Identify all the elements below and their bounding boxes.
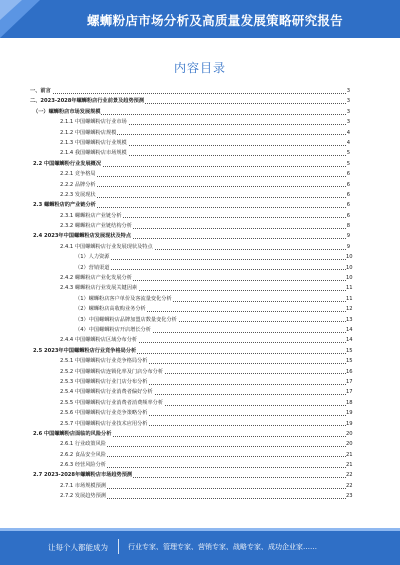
toc-entry[interactable]: [30, 263, 353, 273]
toc-entry-page: 10: [346, 252, 350, 262]
toc-entry-label: 2.2.1 竞争格局: [60, 169, 97, 179]
footer-tagline: 行业专家、管理专家、营销专家、战略专家、成功企业家……: [128, 543, 317, 551]
toc-entry-label: 2.3.1 螺蛳粉店产业链分析: [60, 211, 123, 221]
toc-entry[interactable]: [30, 231, 350, 241]
toc-entry-page: 11: [346, 283, 350, 293]
toc-entry-page: 4: [346, 138, 350, 148]
toc-entry-page: 15: [346, 356, 350, 366]
toc-entry[interactable]: [30, 439, 353, 449]
toc-entry-label: 2.3 螺蛳粉店的产业链分析: [33, 200, 97, 210]
toc-entry[interactable]: [30, 335, 353, 345]
toc-entry-page: 6: [346, 180, 350, 190]
toc-entry[interactable]: [30, 387, 353, 397]
toc-entry[interactable]: [30, 419, 353, 429]
toc-entry[interactable]: [30, 325, 353, 335]
toc-entry-page: 4: [346, 128, 350, 138]
toc-entry-label: 2.6.1 行业政策风险: [60, 439, 107, 449]
footer-divider: [118, 539, 119, 554]
header-decoration-inner: [0, 0, 22, 20]
footer-stripe: [0, 528, 400, 531]
toc-entry[interactable]: [30, 148, 350, 158]
toc-entry[interactable]: [30, 398, 353, 408]
toc-entry-page: 19: [346, 419, 350, 429]
toc-entry-page: 6: [346, 200, 350, 210]
toc-entry-label: 2.2.2 品牌分析: [60, 180, 97, 190]
toc-leader-dots: [60, 176, 346, 177]
toc-entry-label: 2.5.7 中国螺蛳粉店行业技术应用分析: [60, 419, 148, 429]
toc-entry-label: （1）螺蛳粉店客户单价及客流量变化分析: [75, 294, 173, 304]
toc-entry-page: 11: [346, 294, 350, 304]
toc-entry[interactable]: [30, 86, 350, 96]
toc-entry-page: 12: [346, 304, 350, 314]
toc-entry-page: 22: [346, 481, 350, 491]
toc-heading: 内容目录: [173, 61, 226, 75]
toc-entry[interactable]: [30, 159, 350, 169]
toc-entry-label: 2.1.1 中国螺蛳粉店行业市场: [60, 117, 128, 127]
toc-entry-page: 6: [346, 190, 350, 200]
toc-entry-label: 2.4.2 螺蛳粉店产业化发展分析: [60, 273, 133, 283]
toc-entry-label: 2.7.2 发展趋势预测: [60, 491, 107, 501]
toc-leader-dots: [30, 93, 346, 94]
toc-entry[interactable]: [30, 117, 350, 127]
toc-entry-label: 2.3.2 螺蛳粉店产业链结构分析: [60, 221, 133, 231]
toc-entry-page: 16: [346, 367, 350, 377]
toc-entry[interactable]: [30, 107, 350, 117]
toc-entry-label: 2.2 中国螺蛳粉行业发展概况: [33, 159, 102, 169]
toc-entry-page: 3: [346, 86, 350, 96]
toc-entry-page: 10: [346, 263, 350, 273]
report-header-banner: [0, 0, 400, 38]
toc-entry-label: 2.1.2 中国螺蛳粉店规模: [60, 128, 117, 138]
toc-entry[interactable]: [30, 346, 353, 356]
toc-entry[interactable]: [30, 128, 350, 138]
toc-entry-label: （2）螺蛳粉店高收购业务分析: [75, 304, 147, 314]
toc-entry-label: 2.4.4 中国螺蛳粉店区域分布分析: [60, 335, 138, 345]
toc-entry-label: 2.1.4 我国螺蛳粉店市场规模: [60, 148, 128, 158]
toc-entry-page: 17: [346, 387, 350, 397]
toc-entry-page: 3: [346, 107, 350, 117]
toc-entry-page: 6: [346, 211, 350, 221]
toc-entry-page: 15: [346, 346, 350, 356]
toc-entry-page: 23: [346, 491, 350, 501]
toc-entry-label: 2.4.3 螺蛳粉店行业发展关键因素: [60, 283, 138, 293]
toc-entry[interactable]: [30, 460, 353, 470]
report-title: 螺蛳粉店市场分析及高质量发展策略研究报告: [86, 13, 343, 28]
toc-entry-label: 2.6.2 食品安全风险: [60, 450, 107, 460]
toc-entry[interactable]: [30, 96, 350, 106]
toc-leader-dots: [75, 269, 346, 270]
toc-entry-label: 2.6.3 经营风险分析: [60, 460, 107, 470]
toc-entry-label: 2.5.1 中国螺蛳粉店行业竞争格局分析: [60, 356, 148, 366]
toc-entry-page: 10: [346, 273, 350, 283]
toc-entry-page: 6: [346, 169, 350, 179]
toc-entry[interactable]: [30, 283, 353, 293]
toc-entry[interactable]: [30, 481, 353, 491]
toc-entry-page: 9: [346, 242, 350, 252]
toc-entry-page: 18: [346, 398, 350, 408]
toc-entry[interactable]: [30, 356, 353, 366]
table-of-contents: [30, 86, 353, 502]
toc-leader-dots: [60, 197, 346, 198]
toc-entry[interactable]: [30, 294, 353, 304]
toc-entry-page: 5: [346, 148, 350, 158]
toc-entry-page: 9: [346, 231, 350, 241]
toc-entry-label: 2.5.4 中国螺蛳粉店行业消费者偏好分析: [60, 387, 154, 397]
toc-entry-page: 8: [346, 221, 350, 231]
toc-entry[interactable]: [30, 408, 353, 418]
toc-entry-page: 3: [346, 96, 350, 106]
toc-entry-label: （4）中国螺蛳粉店开店增长分析: [75, 325, 152, 335]
toc-entry-label: 2.4 2023年中国螺蛳粉店发展现状及特点: [33, 231, 132, 241]
toc-entry-label: （一）螺蛳粉店市场发展规模: [33, 107, 101, 117]
toc-entry-page: 20: [346, 439, 350, 449]
toc-entry[interactable]: [30, 138, 350, 148]
toc-entry-label: 2.5.6 中国螺蛳粉店行业竞争策略分析: [60, 408, 148, 418]
toc-entry[interactable]: [30, 242, 350, 252]
toc-entry-page: 5: [346, 159, 350, 169]
toc-entry-label: 2.5.2 中国螺蛳粉店连锁化率及门店分布分析: [60, 367, 164, 377]
toc-entry-page: 19: [346, 408, 350, 418]
toc-entry[interactable]: [30, 200, 350, 210]
toc-entry-label: 2.5.5 中国螺蛳粉店行业消费者消费频率分析: [60, 398, 164, 408]
toc-entry-label: 2.5 2023年中国螺蛳粉店行业竞争格局分析: [33, 346, 137, 356]
toc-entry-page: 14: [346, 335, 350, 345]
toc-entry-page: 20: [346, 429, 350, 439]
toc-entry-label: 2.7.1 市场规模预测: [60, 481, 107, 491]
toc-entry-label: 2.2.3 发展现状: [60, 190, 97, 200]
toc-entry-label: 一、前言: [30, 86, 52, 96]
toc-entry-page: 3: [346, 117, 350, 127]
toc-entry[interactable]: [30, 169, 350, 179]
toc-entry[interactable]: [30, 273, 353, 283]
toc-entry[interactable]: [30, 180, 350, 190]
toc-entry-page: 14: [346, 325, 350, 335]
toc-entry-label: （1）人力资源: [75, 252, 110, 262]
toc-entry[interactable]: [30, 429, 353, 439]
toc-entry-label: 2.5.3 中国螺蛳粉店行业门店分布分析: [60, 377, 148, 387]
toc-entry-label: （3）中国螺蛳粉店品牌加盟店数量变化分析: [75, 315, 178, 325]
footer-banner: [0, 528, 400, 565]
toc-entry[interactable]: [30, 491, 353, 501]
toc-entry[interactable]: [30, 304, 353, 314]
toc-entry-page: 17: [346, 377, 350, 387]
toc-entry[interactable]: [30, 450, 353, 460]
toc-entry[interactable]: [30, 190, 350, 200]
toc-entry-label: 2.7 2023-2028年螺蛳粉店市场趋势预测: [33, 470, 133, 480]
toc-entry[interactable]: [30, 470, 353, 480]
toc-leader-dots: [75, 259, 346, 260]
toc-entry-page: 21: [346, 460, 350, 470]
toc-entry-page: 21: [346, 450, 350, 460]
toc-entry[interactable]: [30, 377, 353, 387]
toc-entry[interactable]: [30, 221, 350, 231]
toc-entry-page: 13: [346, 315, 350, 325]
toc-entry-label: 2.1.3 中国螺蛳粉店行业规模: [60, 138, 128, 148]
toc-entry[interactable]: [30, 315, 353, 325]
toc-entry[interactable]: [30, 367, 353, 377]
footer-slogan: 让每个人都能成为: [48, 543, 108, 552]
toc-entry[interactable]: [30, 211, 350, 221]
toc-entry-label: （2）营销渠道: [75, 263, 110, 273]
toc-leader-dots: [60, 186, 346, 187]
toc-entry-label: 2.4.1 中国螺蛳粉店行业发展现状及特点: [60, 242, 154, 252]
toc-entry-label: 2.6 中国螺蛳粉店面临的风险分析: [33, 429, 112, 439]
toc-entry-page: 22: [346, 470, 350, 480]
toc-entry-label: 二、2023-2028年螺蛳粉店行业前景及趋势预测: [30, 96, 145, 106]
toc-entry[interactable]: [30, 252, 353, 262]
